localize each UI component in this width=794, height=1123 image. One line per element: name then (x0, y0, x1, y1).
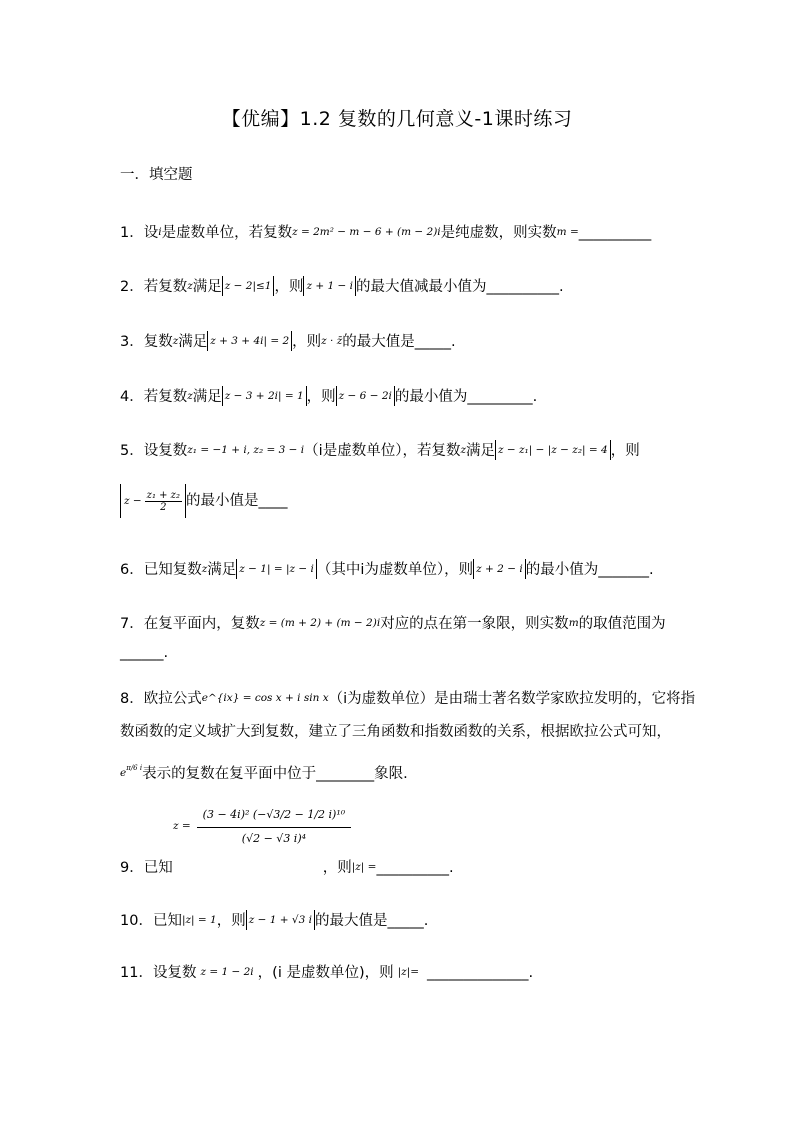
q-text: 的最小值为 (394, 389, 468, 405)
q-number: 4． (120, 389, 144, 405)
q-text: 表示的复数在复平面中位于 (142, 766, 317, 782)
q-text: 的最大值是 (342, 334, 415, 350)
math-m: m (568, 617, 579, 629)
q-text: 的最大值是 (314, 913, 388, 929)
math-big-fraction (173, 806, 351, 845)
fraction-denominator: 2 (160, 501, 167, 513)
q-text: 设 (143, 225, 159, 241)
answer-blank: _______. (598, 562, 654, 578)
q-text: ，则 (274, 279, 304, 295)
answer-blank: ____ (258, 493, 288, 509)
math-expression: z − 6 − 2i (336, 386, 395, 406)
answer-blank: ________ (316, 766, 375, 782)
q-text: 已知 (152, 913, 182, 929)
q-text: 象限. (374, 766, 408, 782)
question-5 (120, 440, 640, 461)
q-number: 9． (120, 860, 144, 876)
q-text: 满足 (192, 279, 222, 295)
math-lhs: z − (124, 495, 142, 507)
q-number: 1． (120, 225, 144, 241)
q-text: 的取值范围为 (578, 616, 666, 632)
q-text: ，则 (610, 443, 640, 459)
math-expression: z = 2m² − m − 6 + (m − 2)i (292, 226, 441, 238)
e-exponent: π/6 i (126, 764, 143, 772)
q-text: 满足 (466, 443, 495, 459)
q-text: （i是虚数单位），若复数 (304, 443, 461, 459)
math-z: z (172, 335, 179, 347)
q-text: 对应的点在第一象限，则实数 (380, 616, 569, 632)
q-text: ，则 (322, 860, 352, 876)
doc-title: 【优编】1.2 复数的几何意义-1课时练习 (221, 108, 573, 130)
q-text: 数函数的定义域扩大到复数，建立了三角函数和指数函数的关系，根据欧拉公式可知， (120, 724, 671, 740)
q-text: 在复平面内，复数 (143, 616, 260, 632)
q-text: 满足 (178, 334, 208, 350)
math-condition: |z| = 1 (181, 914, 217, 926)
math-expression: e^{ix} = cos x + i sin x (201, 692, 329, 704)
math-fraction (197, 806, 351, 845)
math-expression: z₁ = −1 + i, z₂ = 3 − i (187, 444, 305, 456)
q-number: 6． (120, 562, 144, 578)
math-expression: z − 1 + √3 i (246, 910, 315, 930)
q-text: 的最小值为 (525, 562, 599, 578)
q-text: 欧拉公式 (143, 691, 202, 707)
math-condition: z − 3 + 2i| = 1 (222, 386, 307, 406)
q-text: 是虚数单位，若复数 (161, 225, 293, 241)
q-text: 复数 (143, 334, 173, 350)
question-8-line-2 (120, 722, 671, 742)
math-expression: z + 2 − i (473, 559, 526, 579)
q-number: 10． (120, 913, 153, 929)
answer-blank: _________. (467, 389, 538, 405)
q-text: ，则 (306, 389, 336, 405)
q-text: 满足 (207, 562, 237, 578)
answer-blank: __________. (376, 860, 454, 876)
math-fraction (145, 490, 182, 513)
q-text: 的最小值是 (185, 493, 259, 509)
answer-blank: __________. (486, 279, 564, 295)
math-z: z (460, 444, 466, 456)
answer-blank: _____. (414, 334, 456, 350)
math-expression: z · z̄ (321, 335, 343, 347)
question-5-line-2 (120, 484, 287, 518)
math-z: z (187, 390, 193, 402)
q-number: 2． (120, 279, 144, 295)
q-text: 若复数 (143, 389, 188, 405)
question-7-line-2 (120, 643, 168, 663)
q-text: ，则 (216, 913, 246, 929)
math-condition: z + 3 + 4i| = 2 (207, 331, 292, 351)
answer-blank: ______. (120, 645, 169, 661)
answer-blank: ______________. (427, 965, 534, 981)
q-text: （其中i为虚数单位），则 (316, 562, 474, 578)
math-condition: z − 1| = |z − i (236, 559, 317, 579)
math-abs: |z|= (397, 966, 420, 978)
section-heading: 一．填空题 (120, 167, 193, 183)
q-text: （i为虚数单位）是由瑞士著名数学家欧拉发明的，它将指 (328, 691, 696, 707)
q-number: 11． (120, 965, 153, 981)
fraction-numerator: z₁ + z₂ (146, 489, 180, 501)
math-z-eq: z = (173, 819, 191, 832)
q-text: 满足 (192, 389, 222, 405)
math-m: m = (556, 226, 579, 238)
q-number: 7． (120, 616, 144, 632)
math-condition: z − 2|≤1 (222, 276, 275, 296)
fraction-denominator: (√2 − √3 i)⁴ (241, 832, 307, 845)
q-number: 8． (120, 691, 144, 707)
answer-blank: __________ (578, 225, 652, 241)
question-1 (120, 222, 651, 243)
question-3 (120, 331, 456, 352)
question-7 (120, 613, 666, 634)
question-11 (120, 962, 533, 983)
q-text: 是纯虚数，则实数 (440, 225, 557, 241)
question-10 (120, 910, 428, 931)
q-text: 设复数 (143, 443, 188, 459)
math-expression: z = (m + 2) + (m − 2)i (259, 617, 381, 629)
q-number: 5． (120, 443, 144, 459)
math-expression: z = 1 − 2i (200, 966, 254, 978)
q-text: ，则 (292, 334, 322, 350)
question-8-line-3 (120, 758, 408, 784)
q-text: 已知复数 (143, 562, 202, 578)
fraction-numerator: (3 − 4i)² (−√3/2 − 1/2 i)¹⁰ (197, 806, 351, 828)
question-2 (120, 276, 564, 297)
q-number: 3． (120, 334, 144, 350)
question-4 (120, 386, 537, 407)
answer-blank: _____. (387, 913, 429, 929)
q-text: ，(i 是虚数单位)，则 (257, 965, 394, 981)
math-e (120, 758, 142, 783)
math-z: z (187, 280, 193, 292)
math-i: i (158, 226, 162, 238)
question-8 (120, 688, 695, 709)
q-text: 若复数 (143, 279, 188, 295)
e-base: e (120, 767, 127, 779)
q-text: 已知 (143, 860, 173, 876)
math-condition: z − z₁| − |z − z₂| = 4 (495, 440, 611, 460)
math-abs-expression (120, 484, 186, 518)
q-text: 的最大值减最小值为 (356, 279, 487, 295)
math-expression: z + 1 − i (303, 276, 356, 296)
q-text: 设复数 (152, 965, 197, 981)
question-6 (120, 559, 654, 580)
question-9 (120, 857, 454, 878)
math-abs: |z| = (351, 861, 377, 873)
math-z: z (201, 563, 208, 575)
